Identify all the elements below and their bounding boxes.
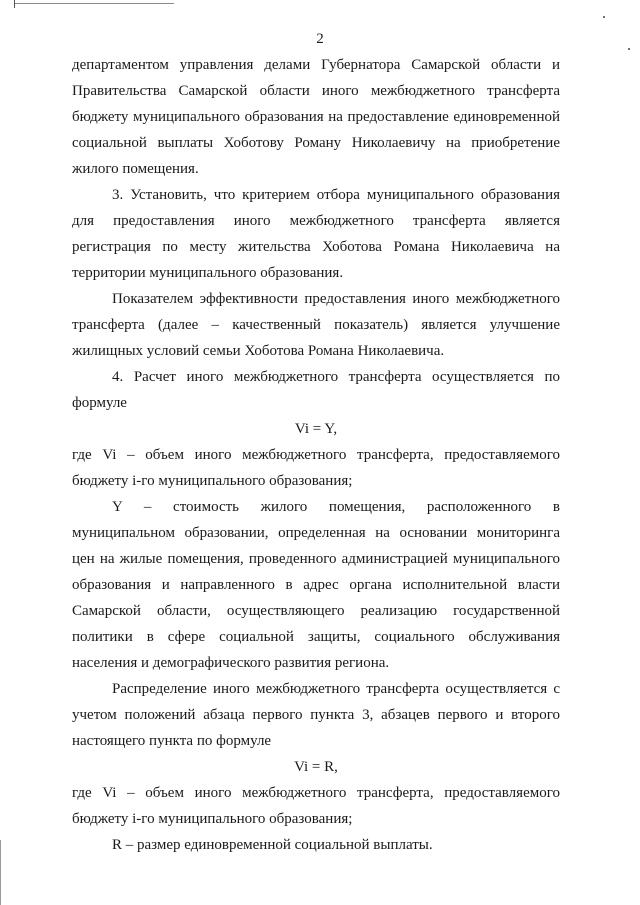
- scan-dot: [628, 48, 630, 50]
- text-line: 3. Установить, что критерием отбора муниципального образования: [112, 187, 560, 203]
- text-line: настоящего пункта по формуле: [72, 733, 272, 749]
- text-line: политики в сфере социальной защиты, социального обслуживания: [72, 629, 560, 645]
- text-line: образования и направленного в адрес органа исполнительной власти: [72, 577, 560, 593]
- text-line: жилого помещения.: [72, 161, 199, 177]
- text-line: трансферта (далее – качественный показатель) является улучшение: [72, 317, 560, 333]
- page-number: 2: [316, 31, 324, 47]
- text-line: муниципальном образовании, определенная на основании мониторинга: [72, 525, 560, 541]
- text-line: Показателем эффективности предоставления иного межбюджетного: [112, 291, 560, 307]
- formula: Vi = Y,: [294, 421, 338, 437]
- text-line: где Vi – объем иного межбюджетного трансферта, предоставляемого: [72, 785, 560, 801]
- text-line: где Vi – объем иного межбюджетного трансферта, предоставляемого: [72, 447, 560, 463]
- text-line: департаментом управления делами Губернатора Самарской области и: [72, 57, 560, 73]
- text-line: формуле: [72, 395, 127, 411]
- text-line: R – размер единовременной социальной выплаты.: [112, 837, 433, 853]
- text-line: учетом положений абзаца первого пункта 3, абзацев первого и второго: [72, 707, 560, 723]
- text-line: цен на жилые помещения, проведенного администрацией муниципального: [72, 551, 560, 567]
- text-line: для предоставления иного межбюджетного трансферта является: [72, 213, 560, 229]
- text-line: Распределение иного межбюджетного трансферта осуществляется с: [112, 681, 560, 697]
- text-line: Самарской области, осуществляющего реализацию государственной: [72, 603, 560, 619]
- text-line: бюджету i-го муниципального образования;: [72, 473, 353, 489]
- document-body: [72, 52, 560, 858]
- text-line: регистрация по месту жительства Хоботова Романа Николаевича на: [72, 239, 560, 255]
- formula: Vi = R,: [294, 759, 338, 775]
- scan-dot: [603, 16, 605, 18]
- text-line: бюджету муниципального образования на предоставление единовременной: [72, 109, 560, 125]
- text-line: Y – стоимость жилого помещения, расположенного в: [112, 499, 560, 515]
- text-line: социальной выплаты Хоботову Роману Николаевичу на приобретение: [72, 135, 560, 151]
- text-line: бюджету i-го муниципального образования;: [72, 811, 353, 827]
- text-line: территории муниципального образования.: [72, 265, 344, 281]
- text-line: 4. Расчет иного межбюджетного трансферта осуществляется по: [112, 369, 560, 385]
- scan-edge-mark: [0, 0, 175, 8]
- scan-left-edge: [0, 840, 1, 905]
- text-line: жилищных условий семьи Хоботова Романа Николаевича.: [72, 343, 445, 359]
- text-line: населения и демографического развития региона.: [72, 655, 390, 671]
- text-line: Правительства Самарской области иного межбюджетного трансферта: [72, 83, 560, 99]
